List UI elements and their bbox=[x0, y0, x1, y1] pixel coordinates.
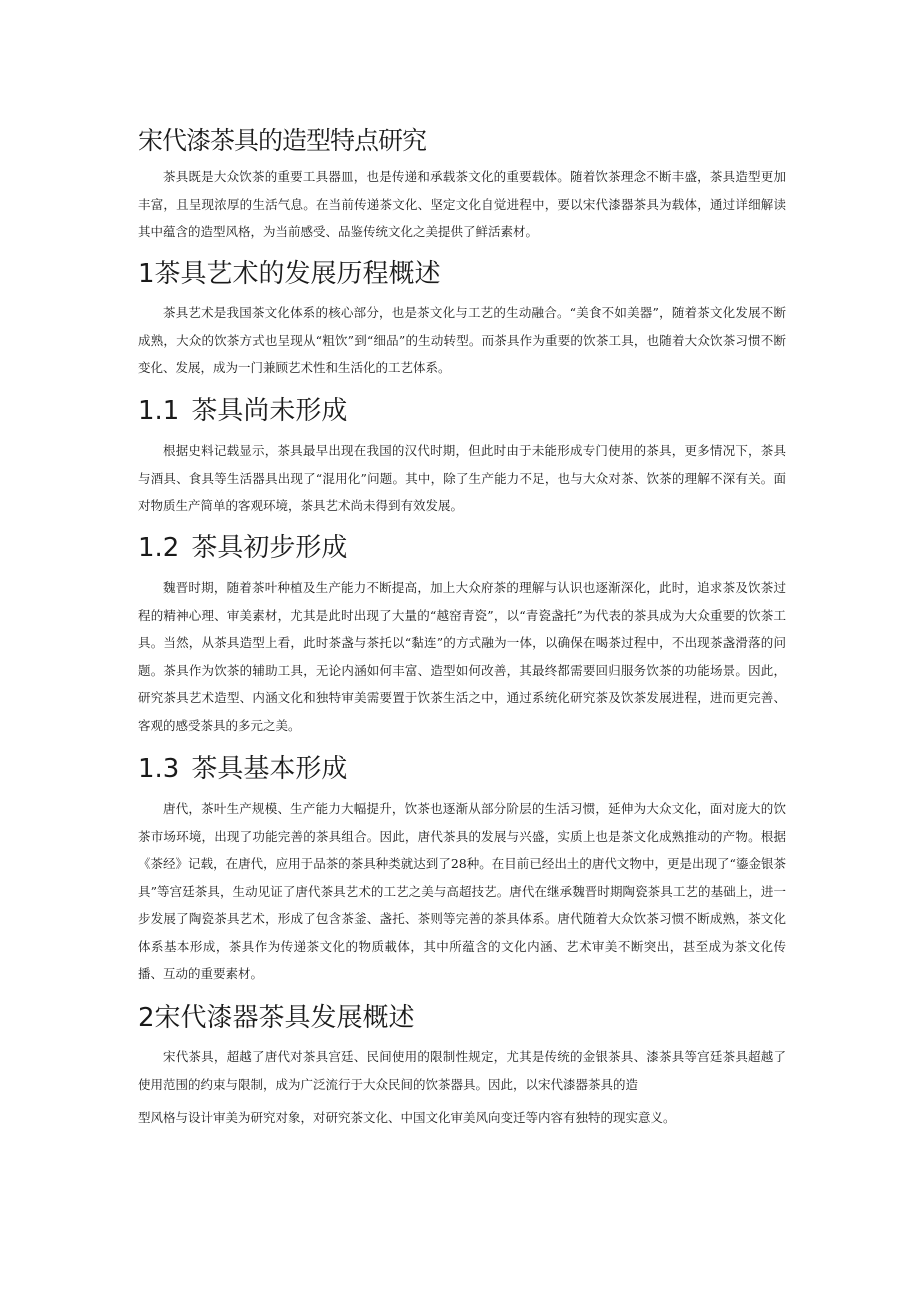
section-1-1-title: 茶具尚未形成 bbox=[191, 396, 348, 426]
intro-paragraph: 茶具既是大众饮茶的重要工具器皿，也是传递和承载茶文化的重要载体。随着饮茶理念不断丰盛，茶具造型更加丰富，且呈现浓厚的生活气息。在当前传递茶文化、坚定文化自觉进程中，要以宋代漆器茶具为载体，通过详细解读其中蕴含的造型风格，为当前感受、品鉴传统文化之美提供了鲜活素材。 bbox=[138, 169, 786, 239]
section-2-paragraph: 宋代茶具，超越了唐代对茶具宫廷、民间使用的限制性规定，尤其是传统的金银茶具、漆茶具等宫廷茶具超越了使用范围的约束与限制，成为广泛流行于大众民间的饮茶器具。因此，以宋代漆器茶具的造 bbox=[138, 1049, 786, 1092]
section-1-3-number: 1.3 bbox=[138, 754, 180, 784]
section-1-1-heading bbox=[138, 393, 786, 429]
section-1-1-paragraph: 根据史料记载显示，茶具最早出现在我国的汉代时期，但此时由于未能形成专门使用的茶具，更多情况下，茶具与酒具、食具等生活器具出现了“混用化”问题。其中，除了生产能力不足，也与大众对茶、饮茶的理解不深有关。面对物质生产简单的客观环境，茶具艺术尚未得到有效发展。 bbox=[138, 443, 786, 513]
section-1-1-number: 1.1 bbox=[138, 396, 180, 426]
section-1-3-heading bbox=[138, 751, 786, 787]
section-1-2-paragraph: 魏晋时期，随着茶叶种植及生产能力不断提高，加上大众府茶的理解与认识也逐渐深化，此时，追求茶及饮茶过程的精神心理、审美素材，尤其是此时出现了大量的“越窑青瓷”，以“青瓷盏托”为代表的茶具成为大众重要的饮茶工具。当然，从茶具造型上看，此时茶盏与茶托以“黏连”的方式融为一体，以确保在喝茶过程中，不出现茶盏滑落的问题。茶具作为饮茶的辅助工具，无论内涵如何丰富、造型如何改善，其最终都需要回归服务饮茶的功能场景。因此，研究茶具艺术造型、内涵文化和独特审美需要置于饮茶生活之中，通过系统化研究茶及饮茶发展进程，进而更完善、客观的感受茶具的多元之美。 bbox=[138, 580, 786, 733]
section-1-heading: 1茶具艺术的发展历程概述 bbox=[138, 259, 441, 289]
section-2-paragraph-continued: 型风格与设计审美为研究对象，对研究茶文化、中国文化审美风向变迁等内容有独特的现实意义。 bbox=[138, 1110, 676, 1125]
section-1-2-number: 1.2 bbox=[138, 533, 180, 563]
section-1-paragraph: 茶具艺术是我国茶文化体系的核心部分，也是茶文化与工艺的生动融合。“美食不如美器”，随着茶文化发展不断成熟，大众的饮茶方式也呈现从“粗饮”到“细品”的生动转型。而茶具作为重要的饮茶工具，也随着大众饮茶习惯不断变化、发展，成为一门兼顾艺术性和生活化的工艺体系。 bbox=[138, 305, 786, 375]
page-title: 宋代漆茶具的造型特点研究 bbox=[138, 126, 427, 155]
section-1-2-title: 茶具初步形成 bbox=[191, 533, 348, 563]
section-1-2-heading bbox=[138, 530, 786, 566]
section-1-3-title: 茶具基本形成 bbox=[191, 754, 348, 784]
section-1-3-paragraph: 唐代，茶叶生产规模、生产能力大幅提升，饮茶也逐渐从部分阶层的生活习惯，延伸为大众文化，面对庞大的饮茶市场环境，出现了功能完善的茶具组合。因此，唐代茶具的发展与兴盛，实质上也是茶文化成熟推动的产物。根据《茶经》记载，在唐代，应用于品茶的茶具种类就达到了28种。在目前已经出土的唐代文物中，更是出现了“鎏金银茶具”等宫廷茶具，生动见证了唐代茶具艺术的工艺之美与高超技艺。唐代在继承魏晋时期陶瓷茶具工艺的基础上，进一步发展了陶瓷茶具艺术，形成了包含茶釜、盏托、茶则等完善的茶具体系。唐代随着大众饮茶习惯不断成熟，茶文化体系基本形成，茶具作为传递茶文化的物质載体，其中所蕴含的文化内涵、艺术审美不断突出，甚至成为茶文化传播、互动的重要素材。 bbox=[138, 801, 786, 981]
section-2-heading: 2宋代漆器茶具发展概述 bbox=[138, 1003, 415, 1033]
